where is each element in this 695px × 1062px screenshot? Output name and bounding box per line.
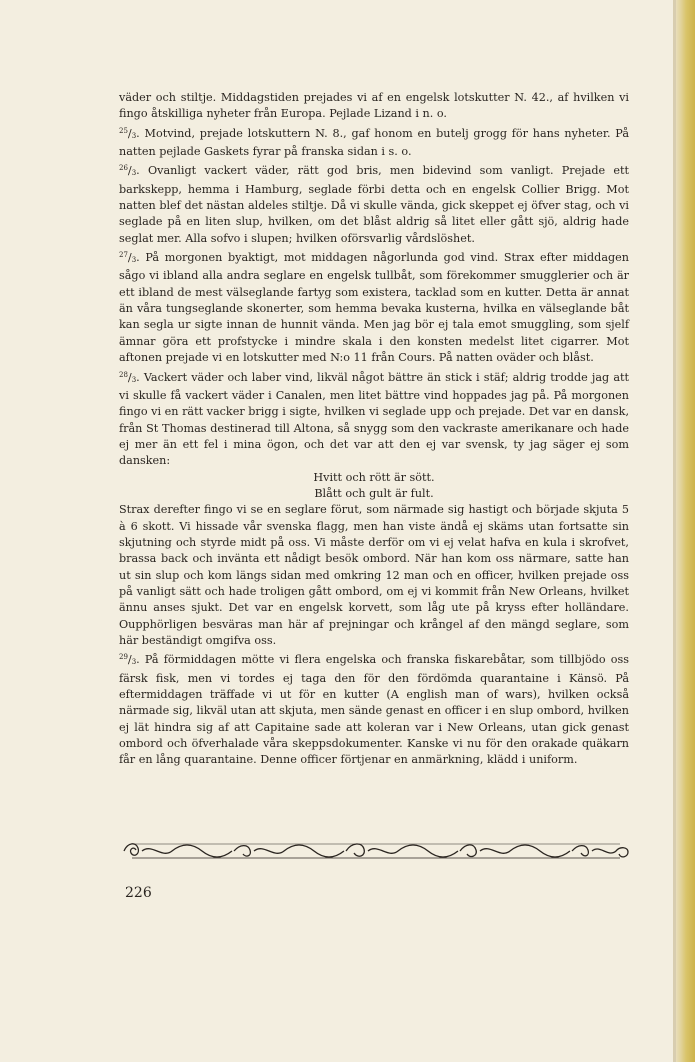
verse-line: Hvitt och rött är sött. bbox=[313, 470, 435, 484]
decorative-border-ornament-icon bbox=[122, 838, 630, 864]
entry-date: $^{29}/_3$. bbox=[119, 653, 140, 667]
diary-entry: $^{28}/_3$. Vackert väder och laber vind, likväl något bättre än stick i stäf; aldrig trodde jag att vi skulle få vackert väder i Canalen, men litet bättre vind hoppades jag på. På morgonen fingo vi en rätt vacker brigg i sigte, hvilken vi seglade upp och prejade. Det var en dansk, från St Thomas destinerad till Altona, så snygg som den vackraste amerikanare och hade ej mer än ett fel i mina ögon, och det var att den ej var svensk, ty jag säger ej som dansken: bbox=[119, 370, 629, 468]
body-text bbox=[119, 90, 629, 769]
entry-date: $^{28}/_3$. bbox=[119, 370, 140, 384]
page-edge bbox=[673, 0, 695, 1062]
diary-entry: $^{29}/_3$. På förmiddagen mötte vi flera engelska och franska fiskarebåtar, som tillbjödo oss färsk fisk, men vi tordes ej taga den för den fördömda quarantaine i Känsö. På eftermiddagen träffade vi ut för en kutter (A english man of wars), hvilken också närmade sig, likväl utan att skjuta, men sände genast en officer i en slup ombord, hvilken ej lät hindra sig af att Capitaine sade att koleran var i New Orleans, utan gick genast ombord och öfverhalade våra skeppsdokumenter. Kanske vi nu för den orakade quäkarn får en lång quarantaine. Denne officer förtjenar en anmärkning, klädd i uniform. bbox=[119, 653, 629, 767]
entry-date: $^{27}/_3$. bbox=[119, 251, 140, 265]
diary-entry: $^{26}/_3$. Ovanligt vackert väder, rätt god bris, men bidevind som vanligt. Prejade ett barkskepp, hemma i Hamburg, seglade förbi detta och en engelsk Collier Brigg. Mot natten blef det nästan aldeles stiltje. Då vi skulle vända, gick skeppet ej öfver stag, och vi seglade på en liten slup, hvilken, om det blåst aldrig så litet eller gått sjö, aldrig hade seglat mer. Alla sofvo i slupen; hvilken oförsvarlig vårdslöshet. bbox=[119, 164, 629, 245]
verse-line: Blått och gult är fult. bbox=[314, 486, 434, 500]
diary-entry: $^{27}/_3$. På morgonen byaktigt, mot middagen någorlunda god vind. Strax efter middagen sågo vi ibland alla andra seglare en engelsk tullbåt, som förekommer smugglerier och är ett ibland de mest välseglande fartyg som existera, tacklad som en kutter. Detta är annat än våra tungseglande skonerter, som hemma bevaka kusterna, hvilka en välseglande båt kan segla ur sigte innan de hunnit vända. Men jag bör ej tala emot smuggling, som sjelf ämnar göra ett profstycke i mindre skala i den konsten medelst litet cigarrer. Mot aftonen prejade vi en lotskutter med N:o 11 från Cours. På natten oväder och blåst. bbox=[119, 251, 629, 365]
entry-date: $^{26}/_3$. bbox=[119, 164, 140, 178]
opening-paragraph: väder och stiltje. Middagstiden prejades vi af en engelsk lotskutter N. 42., af hvilken vi fingo åtskilliga nyheter från Europa. Pejlade Lizand i n. o. bbox=[119, 91, 629, 121]
continuation-paragraph: Strax derefter fingo vi se en seglare förut, som närmade sig hastigt och började skjuta 5 à 6 skott. Vi hissade vår svenska flagg, men han viste ändå ej skäms utan fortsatte sin skjutning och styrde midt på oss. Vi måste derför om vi ej velat hafva en kula i skrofvet, brassa back och invänta ett nådigt besök ombord. När han kom oss närmare, satte han ut sin slup och kom längs sidan med omkring 12 man och en officer, hvilken prejade oss på vanligt sätt och hade troligen gått ombord, om ej vi kommit från New Orleans, hvilket ännu anses sjukt. Det var en engelsk korvett, som låg ute på kryss efter holländare. Oupphörligen besväras man här af prejningar och krångel af den mängd seglare, som här beständigt omgifva oss. bbox=[119, 503, 629, 647]
page-number: 226 bbox=[125, 885, 152, 901]
diary-entry: $^{25}/_3$. Motvind, prejade lotskuttern N. 8., gaf honom en butelj grogg för hans nyheter. På natten pejlade Gaskets fyrar på franska sidan i s. o. bbox=[119, 126, 629, 159]
entry-date: $^{25}/_3$. bbox=[119, 126, 140, 140]
